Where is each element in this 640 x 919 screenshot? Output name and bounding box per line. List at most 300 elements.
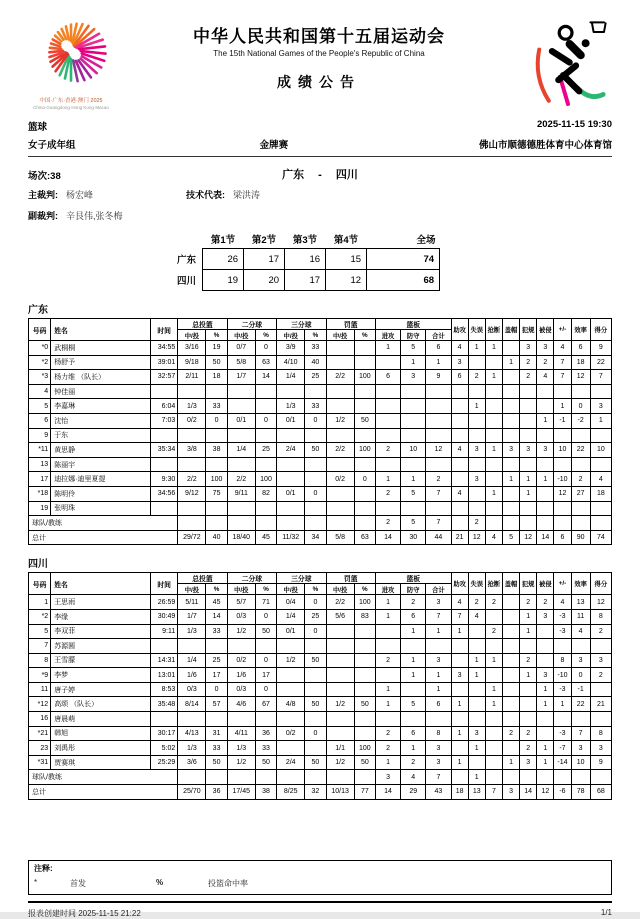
stat-cell: 3 bbox=[520, 755, 537, 770]
stat-cell bbox=[502, 609, 519, 624]
stat-cell: 12 bbox=[554, 486, 571, 501]
stat-cell bbox=[485, 413, 502, 428]
player-row bbox=[29, 472, 612, 487]
stat-cell: 75 bbox=[206, 486, 227, 501]
stat-cell: 8 bbox=[426, 726, 451, 741]
stat-cell: 12 bbox=[537, 785, 554, 800]
stat-cell: 0/2 bbox=[178, 413, 206, 428]
col-blocks: 盖帽 bbox=[502, 319, 519, 341]
stat-cell bbox=[426, 384, 451, 399]
stat-cell: 4/6 bbox=[227, 697, 255, 712]
stat-cell bbox=[502, 341, 519, 356]
stat-cell bbox=[326, 639, 354, 654]
stat-cell bbox=[305, 457, 326, 472]
stat-cell: 4/8 bbox=[277, 697, 305, 712]
stat-cell bbox=[537, 712, 554, 727]
stat-cell: 50 bbox=[354, 755, 375, 770]
stat-cell: 7 bbox=[554, 370, 571, 385]
player-name: 贾赛琪 bbox=[51, 755, 151, 770]
stat-cell bbox=[375, 624, 400, 639]
stat-cell: 50 bbox=[206, 755, 227, 770]
stat-cell: *2 bbox=[29, 355, 51, 370]
stat-cell: 8 bbox=[554, 653, 571, 668]
stat-cell bbox=[554, 712, 571, 727]
stat-cell: 33 bbox=[206, 399, 227, 414]
stat-cell: 63 bbox=[354, 530, 375, 545]
home-q2: 17 bbox=[244, 249, 285, 270]
stat-cell bbox=[305, 668, 326, 683]
q2-header: 第2节 bbox=[251, 235, 277, 246]
officials-row-2 bbox=[28, 209, 612, 222]
stat-cell bbox=[326, 428, 354, 443]
stat-cell: 63 bbox=[255, 355, 276, 370]
stat-cell: 6 bbox=[401, 609, 426, 624]
tech-delegate-label: 技术代表: bbox=[186, 190, 225, 200]
stat-cell bbox=[305, 712, 326, 727]
stat-cell: 2 bbox=[375, 516, 400, 531]
stat-cell bbox=[485, 501, 502, 516]
stat-cell: 0 bbox=[305, 624, 326, 639]
team-coach-row bbox=[29, 516, 612, 531]
stat-cell: 1 bbox=[520, 668, 537, 683]
stat-cell: 2 bbox=[375, 726, 400, 741]
officials-row-1 bbox=[28, 188, 612, 201]
stat-cell: 50 bbox=[305, 755, 326, 770]
stat-cell: 2 bbox=[468, 370, 485, 385]
games-emblem bbox=[28, 12, 114, 110]
stat-cell: 3 bbox=[571, 653, 590, 668]
stat-cell bbox=[277, 639, 305, 654]
stat-cell: *9 bbox=[29, 668, 51, 683]
stat-cell bbox=[554, 384, 571, 399]
q1-header: 第1节 bbox=[210, 235, 236, 246]
stat-cell bbox=[485, 457, 502, 472]
stat-cell: 1/3 bbox=[178, 741, 206, 756]
stat-cell bbox=[451, 399, 468, 414]
stat-cell: 4 bbox=[451, 595, 468, 610]
stat-cell bbox=[277, 668, 305, 683]
stat-cell: 1 bbox=[485, 682, 502, 697]
stat-cell: 25 bbox=[305, 370, 326, 385]
col-fouled: 被侵 bbox=[537, 319, 554, 341]
stat-cell bbox=[227, 399, 255, 414]
stat-cell: 1 bbox=[468, 770, 485, 785]
stat-cell: 22 bbox=[571, 697, 590, 712]
stat-cell: 50 bbox=[305, 697, 326, 712]
stat-cell bbox=[571, 712, 590, 727]
stat-cell: 50 bbox=[354, 413, 375, 428]
stat-cell bbox=[485, 726, 502, 741]
stat-cell: 2 bbox=[537, 355, 554, 370]
stat-cell: 2/2 bbox=[178, 472, 206, 487]
stat-cell bbox=[305, 741, 326, 756]
stat-cell bbox=[590, 639, 611, 654]
stat-cell bbox=[375, 501, 400, 516]
stat-cell bbox=[354, 384, 375, 399]
stat-cell: 7 bbox=[426, 516, 451, 531]
page-title: 中华人民共和国第十五届运动会 bbox=[193, 27, 445, 46]
col-name: 姓名 bbox=[51, 319, 151, 341]
player-name: 迪拉娜·迪里夏提 bbox=[51, 472, 151, 487]
stat-cell: 11 bbox=[571, 609, 590, 624]
stat-cell: 3 bbox=[537, 668, 554, 683]
player-row bbox=[29, 682, 612, 697]
stat-cell bbox=[277, 682, 305, 697]
stat-cell: 77 bbox=[354, 785, 375, 800]
stat-cell bbox=[255, 770, 276, 785]
stat-cell: 33 bbox=[206, 741, 227, 756]
stat-cell: *3 bbox=[29, 370, 51, 385]
stat-cell: 1 bbox=[375, 609, 400, 624]
stat-cell: 2 bbox=[520, 370, 537, 385]
stat-cell: 33 bbox=[206, 624, 227, 639]
stat-cell bbox=[537, 384, 554, 399]
col-number: 号码 bbox=[29, 319, 51, 341]
group-label: 女子成年组 bbox=[28, 140, 76, 151]
stat-cell: 3 bbox=[590, 653, 611, 668]
umpires-label: 副裁判: bbox=[28, 211, 58, 221]
stat-cell: 1 bbox=[375, 472, 400, 487]
stat-cell: -1 bbox=[554, 413, 571, 428]
stat-cell: 4 bbox=[451, 486, 468, 501]
stat-cell bbox=[326, 726, 354, 741]
stat-cell: 6 bbox=[401, 726, 426, 741]
stat-cell: 35:34 bbox=[151, 443, 178, 458]
stat-cell: 1/2 bbox=[326, 697, 354, 712]
stat-cell: 8 bbox=[29, 653, 51, 668]
stat-cell: 0/1 bbox=[277, 413, 305, 428]
stat-cell: 0 bbox=[354, 472, 375, 487]
away-team: 四川 bbox=[335, 169, 358, 181]
info-row-2 bbox=[28, 137, 612, 151]
stat-cell: 0/2 bbox=[277, 726, 305, 741]
stat-cell: 22 bbox=[571, 443, 590, 458]
emblem-caption-en: China·Guangdong·Hong Kong·Macao bbox=[33, 104, 109, 110]
stat-cell bbox=[468, 486, 485, 501]
stat-cell bbox=[227, 712, 255, 727]
stat-cell bbox=[277, 428, 305, 443]
stat-cell: 82 bbox=[255, 486, 276, 501]
player-name: 李嘉琳 bbox=[51, 399, 151, 414]
stat-cell: -6 bbox=[554, 785, 571, 800]
stat-cell: 4 bbox=[554, 341, 571, 356]
stat-cell bbox=[178, 384, 206, 399]
stat-cell: 1 bbox=[554, 697, 571, 712]
stat-cell bbox=[571, 516, 590, 531]
stat-cell: 1 bbox=[520, 609, 537, 624]
stat-cell: 4 bbox=[590, 472, 611, 487]
stat-cell: 3 bbox=[537, 443, 554, 458]
stat-cell: -3 bbox=[554, 609, 571, 624]
stat-cell: 3/16 bbox=[178, 341, 206, 356]
home-total: 74 bbox=[367, 249, 440, 270]
stat-cell: 1 bbox=[468, 668, 485, 683]
stat-cell: 27 bbox=[571, 486, 590, 501]
stat-cell: 1 bbox=[485, 486, 502, 501]
stat-cell: 1/2 bbox=[227, 755, 255, 770]
stat-cell bbox=[520, 639, 537, 654]
col-turnovers: 失误 bbox=[468, 319, 485, 341]
stat-cell: 3 bbox=[468, 726, 485, 741]
stat-cell: 1 bbox=[426, 355, 451, 370]
stat-cell bbox=[255, 457, 276, 472]
stat-cell: 19 bbox=[206, 341, 227, 356]
stat-cell bbox=[468, 384, 485, 399]
stat-cell: 8/25 bbox=[277, 785, 305, 800]
stat-cell: 6 bbox=[451, 370, 468, 385]
home-score-row bbox=[176, 249, 440, 270]
stat-cell: 83 bbox=[354, 609, 375, 624]
stat-cell bbox=[255, 516, 276, 531]
umpires-names: 辛艮伟,张冬梅 bbox=[66, 211, 123, 221]
stat-cell: 30:17 bbox=[151, 726, 178, 741]
stat-cell: 9:11 bbox=[151, 624, 178, 639]
stat-cell: *12 bbox=[29, 697, 51, 712]
stat-cell bbox=[151, 428, 178, 443]
stat-cell: 34:56 bbox=[151, 486, 178, 501]
stat-cell bbox=[277, 741, 305, 756]
q4-header: 第4节 bbox=[333, 235, 359, 246]
stat-cell bbox=[468, 682, 485, 697]
stat-cell: 0 bbox=[255, 609, 276, 624]
stat-cell bbox=[502, 712, 519, 727]
stat-cell: 5/11 bbox=[178, 595, 206, 610]
player-name: 杨力维 （队长） bbox=[51, 370, 151, 385]
stat-cell: 5/7 bbox=[227, 595, 255, 610]
stat-cell: 7 bbox=[590, 370, 611, 385]
box-score-table-home bbox=[28, 318, 612, 545]
stat-cell: 0/4 bbox=[277, 595, 305, 610]
stat-cell: 100 bbox=[354, 741, 375, 756]
stat-cell bbox=[255, 501, 276, 516]
box-score-table-away bbox=[28, 572, 612, 799]
away-score-row bbox=[176, 270, 440, 291]
stat-cell bbox=[451, 472, 468, 487]
stat-cell: 0/2 bbox=[326, 472, 354, 487]
stat-cell bbox=[326, 384, 354, 399]
stat-cell: 100 bbox=[354, 370, 375, 385]
col-time: 时间 bbox=[151, 319, 178, 341]
player-name: 王思雨 bbox=[51, 595, 151, 610]
stat-cell bbox=[354, 668, 375, 683]
stat-cell bbox=[326, 486, 354, 501]
stat-cell: 16 bbox=[29, 712, 51, 727]
stat-cell: 1 bbox=[468, 741, 485, 756]
stat-cell: 13:01 bbox=[151, 668, 178, 683]
stat-cell bbox=[178, 428, 206, 443]
player-row bbox=[29, 726, 612, 741]
player-name: 韩旭 bbox=[51, 726, 151, 741]
stat-cell: 25 bbox=[206, 653, 227, 668]
player-row bbox=[29, 668, 612, 683]
stat-cell: 38 bbox=[206, 443, 227, 458]
stat-cell: 5 bbox=[401, 486, 426, 501]
game-number: 场次:38 bbox=[28, 171, 61, 182]
stat-cell bbox=[206, 712, 227, 727]
away-q1: 19 bbox=[203, 270, 244, 291]
stat-cell: 3 bbox=[401, 370, 426, 385]
stat-cell: 1 bbox=[520, 624, 537, 639]
stat-cell: 68 bbox=[590, 785, 611, 800]
stat-cell bbox=[206, 384, 227, 399]
stat-cell bbox=[537, 624, 554, 639]
stat-cell bbox=[354, 457, 375, 472]
stat-cell bbox=[354, 516, 375, 531]
stat-cell: 0 bbox=[255, 341, 276, 356]
stat-cell: 7 bbox=[485, 785, 502, 800]
stat-cell: 1/1 bbox=[326, 741, 354, 756]
phase-label: 金牌赛 bbox=[259, 140, 289, 151]
stat-cell: 1 bbox=[520, 472, 537, 487]
stat-cell bbox=[485, 609, 502, 624]
stat-cell: 12 bbox=[520, 530, 537, 545]
info-row-1 bbox=[28, 119, 612, 133]
stat-cell: 14 bbox=[255, 370, 276, 385]
stat-cell: 100 bbox=[354, 595, 375, 610]
stat-cell: 1/7 bbox=[227, 370, 255, 385]
stat-cell: 3 bbox=[375, 770, 400, 785]
stat-cell bbox=[326, 624, 354, 639]
stat-cell bbox=[277, 712, 305, 727]
stat-cell: 1/6 bbox=[178, 668, 206, 683]
stat-cell: 36 bbox=[255, 726, 276, 741]
stat-cell bbox=[354, 712, 375, 727]
stat-cell: 3 bbox=[590, 741, 611, 756]
stat-cell bbox=[206, 770, 227, 785]
stat-cell bbox=[520, 516, 537, 531]
stat-cell bbox=[375, 712, 400, 727]
player-name: 刘禹彤 bbox=[51, 741, 151, 756]
stat-cell: 1/3 bbox=[178, 624, 206, 639]
stat-cell bbox=[151, 639, 178, 654]
player-row bbox=[29, 653, 612, 668]
stat-cell: 78 bbox=[571, 785, 590, 800]
stat-cell: 1 bbox=[426, 668, 451, 683]
stat-cell: *31 bbox=[29, 755, 51, 770]
stat-cell bbox=[326, 399, 354, 414]
stat-cell: 3 bbox=[426, 595, 451, 610]
player-row bbox=[29, 501, 612, 516]
stat-cell bbox=[468, 624, 485, 639]
stat-cell: *18 bbox=[29, 486, 51, 501]
stat-cell bbox=[227, 457, 255, 472]
stat-cell: 13 bbox=[29, 457, 51, 472]
stat-cell: 3 bbox=[520, 443, 537, 458]
stat-cell: 9/18 bbox=[178, 355, 206, 370]
stat-cell: 7 bbox=[426, 770, 451, 785]
stat-cell bbox=[255, 639, 276, 654]
stat-cell bbox=[571, 501, 590, 516]
stat-cell bbox=[485, 668, 502, 683]
stat-cell bbox=[485, 741, 502, 756]
stat-cell bbox=[426, 428, 451, 443]
player-name: 陈丽宇 bbox=[51, 457, 151, 472]
stat-cell bbox=[227, 516, 255, 531]
col-assists: 助攻 bbox=[451, 319, 468, 341]
stat-cell: 36 bbox=[206, 785, 227, 800]
stat-cell: 4 bbox=[401, 770, 426, 785]
stat-cell bbox=[590, 428, 611, 443]
stat-cell: 7:03 bbox=[151, 413, 178, 428]
stat-cell: 1 bbox=[375, 697, 400, 712]
stat-cell: 6 bbox=[554, 530, 571, 545]
stat-cell bbox=[485, 755, 502, 770]
player-name: 钟佳丽 bbox=[51, 384, 151, 399]
stat-cell: 29 bbox=[401, 785, 426, 800]
stat-cell bbox=[520, 770, 537, 785]
player-row bbox=[29, 486, 612, 501]
stat-cell: -14 bbox=[554, 755, 571, 770]
match-datetime: 2025-11-15 19:30 bbox=[536, 119, 612, 130]
stat-cell: 2 bbox=[520, 726, 537, 741]
stat-cell: 2 bbox=[485, 595, 502, 610]
stat-cell: 1 bbox=[468, 653, 485, 668]
stat-cell: 12 bbox=[426, 443, 451, 458]
stat-cell bbox=[277, 501, 305, 516]
player-name: 陈明伶 bbox=[51, 486, 151, 501]
stat-cell: 1 bbox=[375, 595, 400, 610]
page-header bbox=[28, 12, 612, 115]
row-label: 球队/教练 bbox=[29, 770, 178, 785]
stat-cell: 1 bbox=[451, 726, 468, 741]
stat-cell: 8 bbox=[590, 609, 611, 624]
stat-cell: 1/2 bbox=[326, 755, 354, 770]
sport-label: 篮球 bbox=[28, 122, 48, 133]
stat-cell bbox=[590, 712, 611, 727]
stat-cell: -3 bbox=[554, 624, 571, 639]
stat-cell: 2/2 bbox=[227, 472, 255, 487]
stat-cell: 4/10 bbox=[277, 355, 305, 370]
stat-cell bbox=[375, 384, 400, 399]
stat-cell bbox=[502, 428, 519, 443]
stat-cell bbox=[151, 457, 178, 472]
stat-cell: 18 bbox=[206, 370, 227, 385]
title-block bbox=[114, 12, 524, 92]
stat-cell bbox=[451, 712, 468, 727]
stat-cell: 44 bbox=[426, 530, 451, 545]
stat-cell: 0 bbox=[255, 682, 276, 697]
stat-cell bbox=[537, 726, 554, 741]
stat-cell: *2 bbox=[29, 609, 51, 624]
stat-cell: -10 bbox=[554, 472, 571, 487]
stat-cell: 1 bbox=[485, 653, 502, 668]
stat-cell: 33 bbox=[255, 741, 276, 756]
stat-cell: 50 bbox=[305, 443, 326, 458]
stat-cell: 2 bbox=[401, 755, 426, 770]
stat-cell bbox=[502, 624, 519, 639]
stat-cell: 9 bbox=[590, 755, 611, 770]
stat-cell: 25 bbox=[255, 443, 276, 458]
stat-cell bbox=[178, 770, 206, 785]
games-emblem-burst-icon bbox=[32, 12, 110, 92]
stat-cell: 33 bbox=[305, 341, 326, 356]
stat-cell bbox=[451, 770, 468, 785]
stat-cell: 1 bbox=[29, 595, 51, 610]
stat-cell bbox=[590, 682, 611, 697]
stat-cell bbox=[590, 516, 611, 531]
stat-cell: 2 bbox=[537, 595, 554, 610]
stat-cell bbox=[375, 457, 400, 472]
stat-cell: 43 bbox=[426, 785, 451, 800]
stat-cell bbox=[520, 428, 537, 443]
stat-cell bbox=[326, 682, 354, 697]
stat-cell bbox=[502, 370, 519, 385]
stat-cell bbox=[277, 457, 305, 472]
stat-cell: 17 bbox=[29, 472, 51, 487]
stat-cell bbox=[451, 413, 468, 428]
stat-cell bbox=[485, 712, 502, 727]
stat-cell: 4/13 bbox=[178, 726, 206, 741]
